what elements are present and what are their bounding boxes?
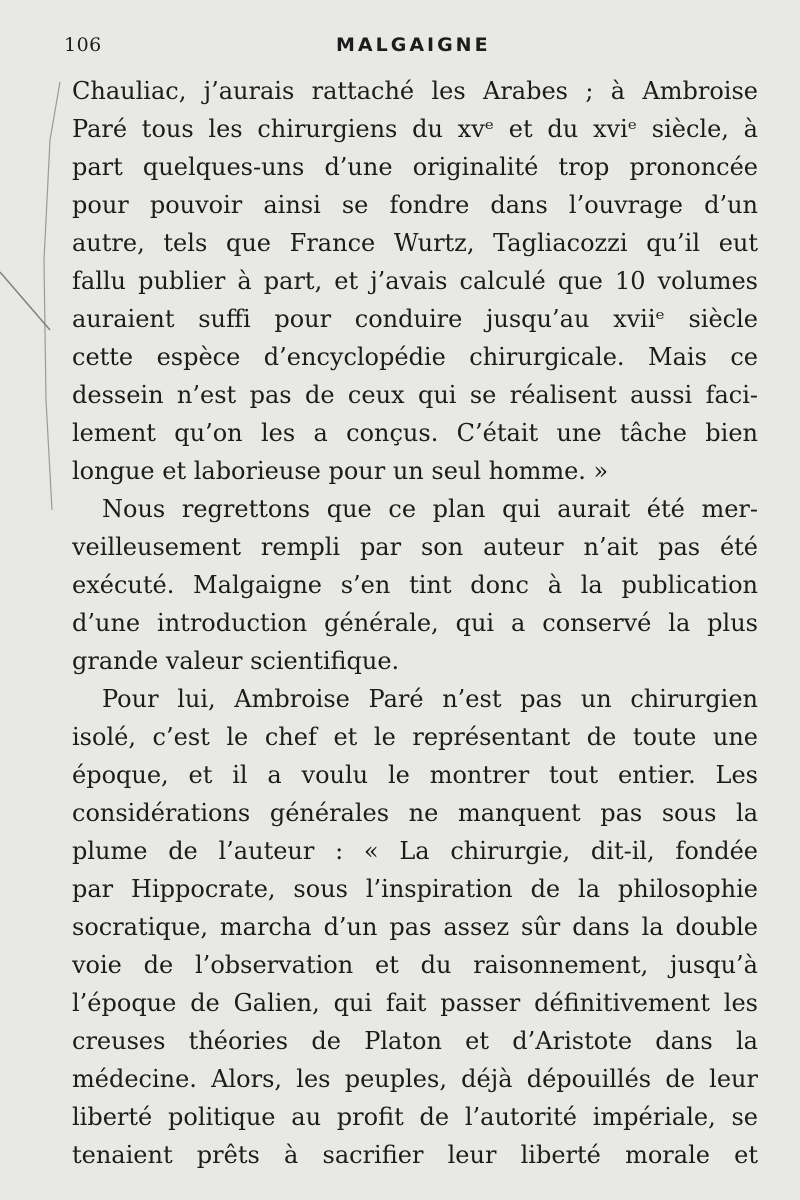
text-line: part quelques-uns d’une originalité trop prononcée	[72, 153, 758, 181]
text-line: d’une introduction générale, qui a conservé la plus	[72, 609, 758, 637]
pencil-margin-mark	[0, 0, 80, 520]
text-line: socratique, marcha d’un pas assez sûr dans la double	[72, 913, 758, 941]
text-line: creuses théories de Platon et d’Aristote dans la	[72, 1027, 758, 1055]
text-line: tenaient prêts à sacrifier leur liberté morale et	[72, 1141, 758, 1169]
text-line: grande valeur scientifique.	[72, 647, 400, 675]
text-line: Chauliac, j’aurais rattaché les Arabes ; à Ambroise	[72, 77, 758, 105]
text-line: Paré tous les chirurgiens du xvᵉ et du xviᵉ siècle, à	[72, 115, 758, 143]
text-line: veilleusement rempli par son auteur n’ait pas été	[72, 533, 758, 561]
text-line: lement qu’on les a conçus. C’était une tâche bien	[72, 419, 758, 447]
paragraph-first-line: Pour lui, Ambroise Paré n’est pas un chirurgien	[102, 685, 758, 713]
text-line: plume de l’auteur : « La chirurgie, dit-il, fondée	[72, 837, 758, 865]
text-line: longue et laborieuse pour un seul homme. »	[72, 457, 609, 485]
page-header	[64, 30, 764, 64]
body-text	[72, 72, 758, 1174]
paragraph-first-line: Nous regrettons que ce plan qui aurait été mer-	[102, 495, 758, 523]
running-title: MALGAIGNE	[336, 34, 491, 56]
text-line: époque, et il a voulu le montrer tout entier. Les	[72, 761, 758, 789]
text-line: exécuté. Malgaigne s’en tint donc à la publication	[72, 571, 758, 599]
text-line: liberté politique au profit de l’autorité impériale, se	[72, 1103, 758, 1131]
text-line: considérations générales ne manquent pas sous la	[72, 799, 758, 827]
text-line: cette espèce d’encyclopédie chirurgicale. Mais ce	[72, 343, 758, 371]
text-line: isolé, c’est le chef et le représentant de toute une	[72, 723, 758, 751]
text-line: pour pouvoir ainsi se fondre dans l’ouvrage d’un	[72, 191, 758, 219]
text-line: autre, tels que France Wurtz, Tagliacozzi qu’il eut	[72, 229, 758, 257]
text-line: voie de l’observation et du raisonnement, jusqu’à	[72, 951, 758, 979]
page-number: 106	[64, 34, 102, 56]
text-line: l’époque de Galien, qui fait passer définitivement les	[72, 989, 758, 1017]
text-line: médecine. Alors, les peuples, déjà dépouillés de leur	[72, 1065, 758, 1093]
text-line: par Hippocrate, sous l’inspiration de la philosophie	[72, 875, 758, 903]
text-line: fallu publier à part, et j’avais calculé que 10 volumes	[72, 267, 758, 295]
text-line: auraient suffi pour conduire jusqu’au xviiᵉ siècle	[72, 305, 758, 333]
text-line: dessein n’est pas de ceux qui se réalisent aussi faci-	[72, 381, 758, 409]
